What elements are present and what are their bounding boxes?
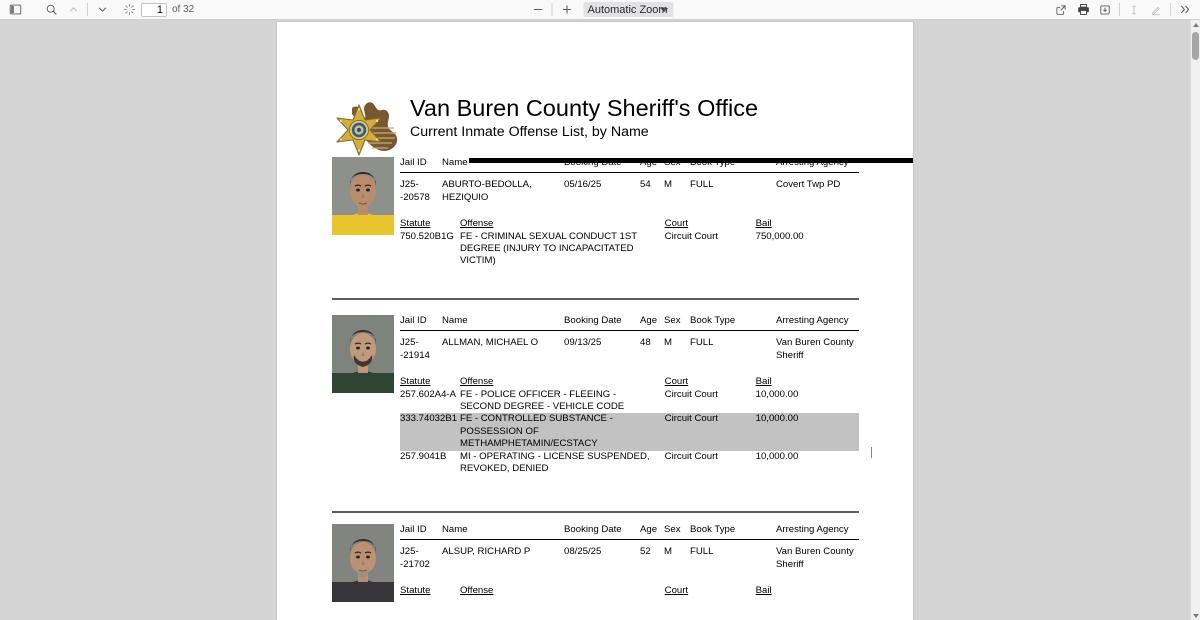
header-age: Age <box>640 157 658 168</box>
report-subtitle: Current Inmate Offense List, by Name <box>410 124 649 140</box>
inmate-details <box>400 524 859 598</box>
sheriff-badge-michigan-logo-icon <box>332 98 404 160</box>
header-sex: Sex <box>664 315 681 326</box>
next-page-icon[interactable] <box>91 1 113 18</box>
value-sex: M <box>664 179 672 191</box>
offense-header-row <box>400 376 859 388</box>
offense-row[interactable] <box>400 389 859 414</box>
offense-statute: 750.520B1G <box>400 230 454 242</box>
save-icon[interactable] <box>1094 1 1116 18</box>
open-file-icon[interactable] <box>1050 1 1072 18</box>
header-sex: Sex <box>664 157 681 168</box>
header-book-type: Book Type <box>690 524 736 535</box>
tools-divider-right <box>1170 3 1171 16</box>
zoom-out-icon[interactable] <box>527 1 549 18</box>
text-select-tool-icon[interactable] <box>1123 1 1145 18</box>
header-sex: Sex <box>664 524 681 535</box>
pdf-toolbar <box>0 0 1200 20</box>
inmate-info-row[interactable] <box>400 173 859 204</box>
value-name: ABURTO-BEDOLLA, HEZIQUIO <box>442 179 532 203</box>
header-court: Court <box>664 376 689 388</box>
offense-header-row <box>400 218 859 230</box>
sidebar-toggle-icon[interactable] <box>4 1 26 18</box>
toolbar-right-group <box>1050 1 1196 18</box>
header-booking-date: Booking Date <box>564 315 622 326</box>
zoom-divider <box>552 3 553 16</box>
info-header-row <box>400 315 859 331</box>
value-name: ALLMAN, MICHAEL O <box>442 337 539 349</box>
header-arresting-agency: Arresting Agency <box>776 157 849 168</box>
more-tools-icon[interactable] <box>1174 1 1196 18</box>
offense-description: FE - CRIMINAL SEXUAL CONDUCT 1ST DEGREE (INJURY TO INCAPACITATED VICTIM) <box>459 230 637 267</box>
header-statute: Statute <box>400 376 431 388</box>
header-name: Name <box>442 524 468 535</box>
text-cursor <box>871 447 872 458</box>
offense-description: FE - CONTROLLED SUBSTANCE - POSSESSION OF METHAMPHETAMIN/ECSTACY <box>460 413 665 450</box>
value-jail-id: J25- -20578 <box>400 179 430 203</box>
inmate-mugshot <box>332 157 394 235</box>
document-header <box>332 78 862 150</box>
value-age: 54 <box>640 179 651 191</box>
loading-spinner-icon <box>118 1 140 18</box>
scrollbar-thumb[interactable] <box>1192 32 1199 60</box>
header-name: Name <box>442 315 468 326</box>
info-header-row <box>400 157 859 173</box>
zoom-in-icon[interactable] <box>556 1 578 18</box>
header-arresting-agency: Arresting Agency <box>776 524 849 535</box>
offense-court: Circuit Court <box>664 230 718 242</box>
value-jail-id: J25- -21702 <box>400 546 430 570</box>
header-statute: Statute <box>400 585 431 597</box>
header-bail: Bail <box>755 376 772 388</box>
offense-table <box>400 585 859 597</box>
inmate-info-row[interactable] <box>400 331 859 362</box>
record-separator <box>332 511 859 513</box>
offense-court: Circuit Court <box>665 413 756 450</box>
offense-row[interactable] <box>400 451 859 476</box>
header-statute: Statute <box>400 218 431 230</box>
offense-table <box>400 218 859 268</box>
value-name: ALSUP, RICHARD P <box>442 546 531 558</box>
header-age: Age <box>640 524 658 535</box>
header-booking-date: Booking Date <box>564 524 622 535</box>
value-book-type: FULL <box>690 337 714 349</box>
pdf-page-1[interactable] <box>277 22 913 620</box>
inmate-details <box>400 157 859 268</box>
inmate-info-table <box>400 315 859 362</box>
page-number-input[interactable] <box>141 3 167 17</box>
search-icon[interactable] <box>40 1 62 18</box>
value-sex: M <box>664 546 672 558</box>
value-sex: M <box>664 337 672 349</box>
pdf-viewer-area[interactable] <box>0 20 1190 620</box>
header-jail-id: Jail ID <box>400 315 427 326</box>
header-offense: Offense <box>459 218 494 230</box>
value-booking-date: 08/25/25 <box>564 546 602 558</box>
offense-court: Circuit Court <box>664 388 718 400</box>
value-arresting-agency: Van Buren County Sheriff <box>776 337 854 361</box>
tools-divider-left <box>1119 3 1120 16</box>
inmate-info-row[interactable] <box>400 540 859 571</box>
value-age: 52 <box>640 546 651 558</box>
offense-header-row <box>400 585 859 597</box>
inmate-details <box>400 315 859 475</box>
header-court: Court <box>664 218 689 230</box>
offense-statute: 333.74032B1 <box>400 413 460 450</box>
value-booking-date: 09/13/25 <box>564 337 602 349</box>
offense-court: Circuit Court <box>664 450 718 462</box>
draw-tool-icon[interactable] <box>1145 1 1167 18</box>
toolbar-zoom-group <box>527 1 674 18</box>
offense-bail: 10,000.00 <box>755 388 799 400</box>
value-age: 48 <box>640 337 651 349</box>
inmate-mugshot <box>332 315 394 393</box>
inmate-mugshot <box>332 524 394 602</box>
value-booking-date: 05/16/25 <box>564 179 602 191</box>
value-jail-id: J25- -21914 <box>400 337 430 361</box>
header-court: Court <box>664 585 689 597</box>
offense-description: FE - POLICE OFFICER - FLEEING - SECOND DEGREE - VEHICLE CODE <box>459 388 625 413</box>
record-separator <box>332 298 859 300</box>
value-arresting-agency: Van Buren County Sheriff <box>776 546 854 570</box>
zoom-level-select[interactable] <box>584 2 674 17</box>
scroll-up-arrow-icon[interactable] <box>1191 20 1200 29</box>
value-arresting-agency: Covert Twp PD <box>776 179 841 191</box>
header-bail: Bail <box>755 218 772 230</box>
offense-table <box>400 376 859 475</box>
header-age: Age <box>640 315 658 326</box>
info-header-row <box>400 524 859 540</box>
header-jail-id: Jail ID <box>400 157 427 168</box>
print-icon[interactable] <box>1072 1 1094 18</box>
offense-bail: 10,000.00 <box>755 450 799 462</box>
header-book-type: Book Type <box>690 157 736 168</box>
header-arresting-agency: Arresting Agency <box>776 315 849 326</box>
value-book-type: FULL <box>690 546 714 558</box>
header-offense: Offense <box>459 376 494 388</box>
offense-row[interactable] <box>400 231 859 268</box>
page-title: Van Buren County Sheriff's Office <box>410 95 759 121</box>
page-count-label: of 32 <box>172 4 195 15</box>
offense-statute: 257.9041B <box>400 450 447 462</box>
scroll-down-arrow-icon[interactable] <box>1191 611 1200 620</box>
header-bail: Bail <box>755 585 772 597</box>
offense-statute: 257.602A4-A <box>400 388 457 400</box>
header-name: Name <box>442 157 468 168</box>
header-jail-id: Jail ID <box>400 524 427 535</box>
toolbar-divider <box>87 3 88 16</box>
offense-row[interactable] <box>400 413 859 450</box>
inmate-info-table <box>400 524 859 571</box>
offense-bail: 750,000.00 <box>755 230 804 242</box>
header-book-type: Book Type <box>690 315 736 326</box>
vertical-scrollbar[interactable] <box>1190 20 1200 620</box>
previous-page-icon[interactable] <box>62 1 84 18</box>
header-offense: Offense <box>459 585 494 597</box>
toolbar-left-group <box>0 1 194 18</box>
header-booking-date: Booking Date <box>564 157 622 168</box>
offense-description: MI - OPERATING - LICENSE SUSPENDED, REVOKED, DENIED <box>459 450 650 475</box>
inmate-info-table <box>400 157 859 204</box>
offense-bail: 10,000.00 <box>756 413 859 450</box>
value-book-type: FULL <box>690 179 714 191</box>
